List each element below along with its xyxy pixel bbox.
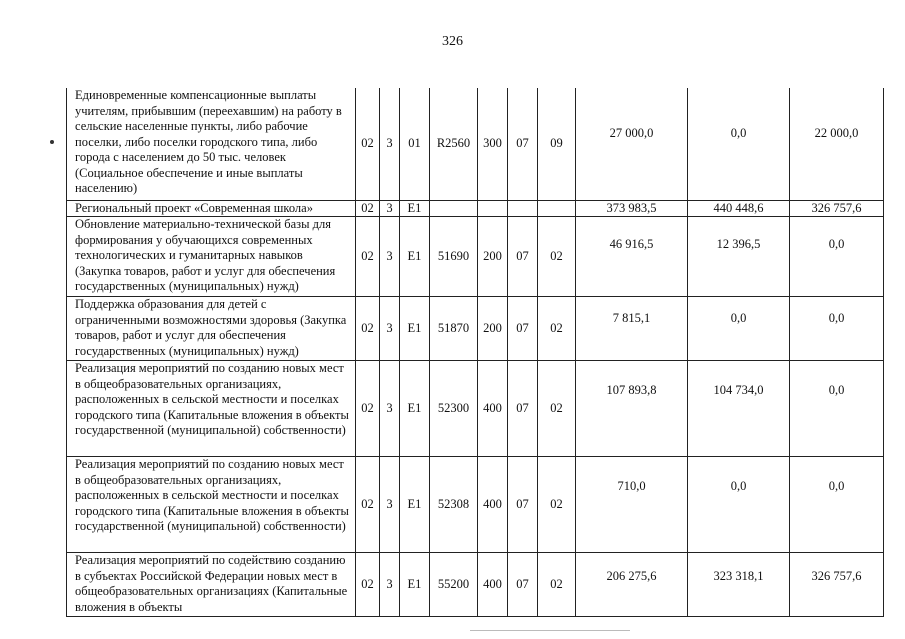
code-1: 02 [356, 217, 380, 297]
amount-2: 0,0 [688, 297, 790, 361]
code-4: R2560 [430, 88, 478, 200]
row-name: Реализация мероприятий по созданию новых мест в общеобразовательных организациях, расположенных в сельской местности и поселках городского типа (Капитальные вложения в объекты государственной (муниципальной) собственности) [67, 361, 356, 457]
table-row [67, 200, 884, 217]
code-2: 3 [380, 297, 400, 361]
row-name: Обновление материально-технической базы для формирования у обучающихся современных технологических и гуманитарных навыков (Закупка товаров, работ и услуг для обеспечения государственных (муниципальных) нужд) [67, 217, 356, 297]
code-5 [478, 200, 508, 217]
amount-2: 12 396,5 [688, 217, 790, 297]
row-name: Поддержка образования для детей с ограниченными возможностями здоровья (Закупка товаров, работ и услуг для обеспечения государственных (муниципальных) нужд) [67, 297, 356, 361]
code-7 [538, 200, 576, 217]
amount-2: 323 318,1 [688, 553, 790, 617]
code-2: 3 [380, 88, 400, 200]
code-2: 3 [380, 553, 400, 617]
code-3: 01 [400, 88, 430, 200]
code-5: 200 [478, 297, 508, 361]
code-2: 3 [380, 457, 400, 553]
scan-artifact [470, 630, 630, 631]
amount-2: 104 734,0 [688, 361, 790, 457]
code-1: 02 [356, 200, 380, 217]
table-row [67, 297, 884, 361]
code-4: 52308 [430, 457, 478, 553]
code-2: 3 [380, 200, 400, 217]
code-1: 02 [356, 457, 380, 553]
code-6 [508, 200, 538, 217]
code-4: 51690 [430, 217, 478, 297]
amount-1: 206 275,6 [576, 553, 688, 617]
row-name: Реализация мероприятий по содействию созданию в субъектах Российской Федерации новых мест в общеобразовательных организациях (Капитальные вложения в объекты [67, 553, 356, 617]
scan-dot [50, 140, 54, 144]
code-4: 55200 [430, 553, 478, 617]
page-number: 326 [442, 34, 463, 49]
amount-1: 7 815,1 [576, 297, 688, 361]
amount-3: 326 757,6 [790, 200, 884, 217]
code-5: 400 [478, 553, 508, 617]
code-5: 400 [478, 361, 508, 457]
code-5: 200 [478, 217, 508, 297]
amount-3: 326 757,6 [790, 553, 884, 617]
table-row [67, 457, 884, 553]
code-3: Е1 [400, 217, 430, 297]
row-name: Региональный проект «Современная школа» [67, 200, 356, 217]
code-7: 02 [538, 297, 576, 361]
amount-1: 373 983,5 [576, 200, 688, 217]
amount-2: 0,0 [688, 88, 790, 200]
code-7: 02 [538, 553, 576, 617]
row-name: Единовременные компенсационные выплаты учителям, прибывшим (переехавшим) на работу в сельские населенные пункты, либо рабочие поселки, либо поселки городского типа, либо города с населением до 50 тыс. человек (Социальное обеспечение и иные выплаты населению) [67, 88, 356, 200]
code-3: Е1 [400, 553, 430, 617]
code-2: 3 [380, 361, 400, 457]
code-6: 07 [508, 88, 538, 200]
amount-3: 22 000,0 [790, 88, 884, 200]
code-3: Е1 [400, 200, 430, 217]
code-4 [430, 200, 478, 217]
code-3: Е1 [400, 457, 430, 553]
amount-1: 710,0 [576, 457, 688, 553]
code-4: 51870 [430, 297, 478, 361]
code-5: 400 [478, 457, 508, 553]
code-6: 07 [508, 457, 538, 553]
code-7: 02 [538, 457, 576, 553]
amount-2: 440 448,6 [688, 200, 790, 217]
table-row [67, 553, 884, 617]
table-row [67, 361, 884, 457]
code-1: 02 [356, 88, 380, 200]
amount-1: 46 916,5 [576, 217, 688, 297]
code-5: 300 [478, 88, 508, 200]
amount-2: 0,0 [688, 457, 790, 553]
code-1: 02 [356, 553, 380, 617]
code-7: 02 [538, 361, 576, 457]
code-6: 07 [508, 361, 538, 457]
code-6: 07 [508, 297, 538, 361]
code-6: 07 [508, 217, 538, 297]
budget-table [66, 88, 884, 617]
code-3: Е1 [400, 361, 430, 457]
code-3: Е1 [400, 297, 430, 361]
table-row [67, 88, 884, 200]
table-row [67, 217, 884, 297]
code-1: 02 [356, 297, 380, 361]
amount-1: 27 000,0 [576, 88, 688, 200]
code-2: 3 [380, 217, 400, 297]
amount-3: 0,0 [790, 217, 884, 297]
code-7: 09 [538, 88, 576, 200]
code-6: 07 [508, 553, 538, 617]
amount-3: 0,0 [790, 361, 884, 457]
code-7: 02 [538, 217, 576, 297]
code-4: 52300 [430, 361, 478, 457]
amount-3: 0,0 [790, 457, 884, 553]
amount-3: 0,0 [790, 297, 884, 361]
code-1: 02 [356, 361, 380, 457]
row-name: Реализация мероприятий по созданию новых мест в общеобразовательных организациях, расположенных в сельской местности и поселках городского типа (Капитальные вложения в объекты государственной (муниципальной) собственности) [67, 457, 356, 553]
amount-1: 107 893,8 [576, 361, 688, 457]
